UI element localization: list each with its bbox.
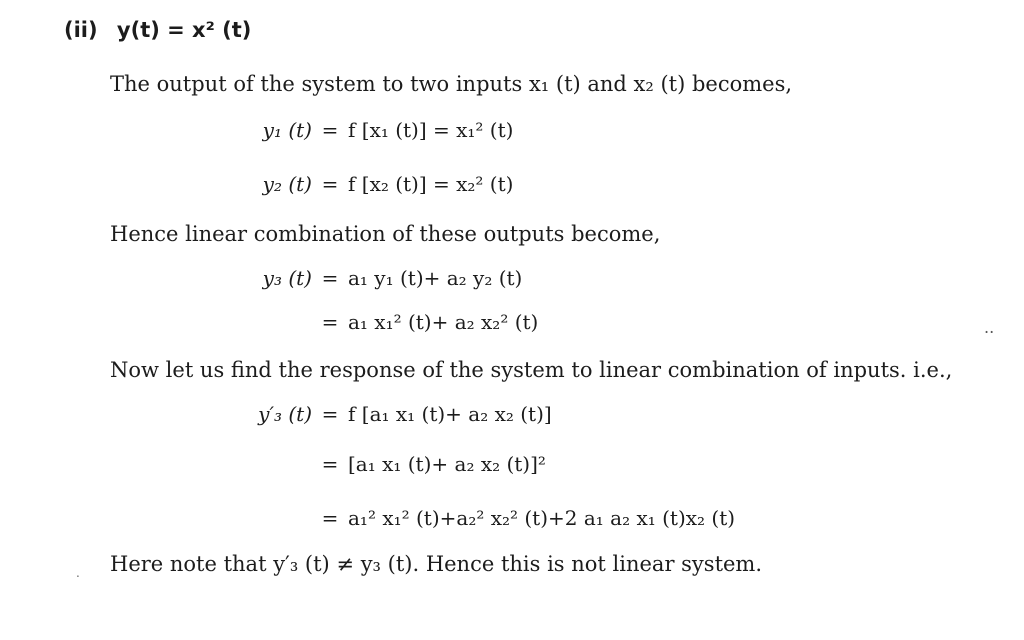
stray-dots: .. [984,318,995,337]
equation-lhs: y₂ (t) [262,172,312,196]
equation-sign: = [321,402,339,426]
equation-y3-prime-expanded [232,506,735,530]
section-label: (ii) [64,18,98,42]
equation-y3 [232,266,522,290]
equation-rhs: f [a₁ x₁ (t)+ a₂ x₂ (t)] [348,402,552,426]
equation-sign: = [321,172,339,196]
section-heading [64,18,251,42]
equation-y3-prime [232,402,552,426]
equation-sign: = [321,506,339,530]
paragraph-conclusion: Here note that y′₃ (t) ≠ y₃ (t). Hence this is not linear system. [110,552,763,576]
equation-sign: = [321,118,339,142]
equation-y3-expanded [232,310,538,334]
equation-sign: = [321,266,339,290]
equation-y2 [232,172,513,196]
equation-lhs: y₁ (t) [262,118,312,142]
equation-y1 [232,118,513,142]
equation-sign: = [321,452,339,476]
equation-rhs: f [x₁ (t)] = x₁² (t) [348,118,514,142]
equation-rhs: [a₁ x₁ (t)+ a₂ x₂ (t)]² [348,452,546,476]
equation-rhs: f [x₂ (t)] = x₂² (t) [348,172,514,196]
equation-sign: = [321,310,339,334]
paragraph-outputs-intro: The output of the system to two inputs x₁ (t) and x₂ (t) becomes, [110,72,793,96]
equation-y3-prime-squared [232,452,546,476]
equation-rhs: a₁ x₁² (t)+ a₂ x₂² (t) [348,310,539,334]
paragraph-response-intro: Now let us find the response of the system to linear combination of inputs. i.e., [110,358,953,382]
equation-lhs: y₃ (t) [262,266,312,290]
stray-speck: . [76,566,80,580]
paragraph-linear-combination: Hence linear combination of these outputs become, [110,222,661,246]
equation-rhs: a₁ y₁ (t)+ a₂ y₂ (t) [348,266,523,290]
equation-lhs: y′₃ (t) [258,402,312,426]
equation-rhs: a₁² x₁² (t)+a₂² x₂² (t)+2 a₁ a₂ x₁ (t)x₂ (t) [348,506,736,530]
section-equation: y(t) = x² (t) [116,18,252,42]
